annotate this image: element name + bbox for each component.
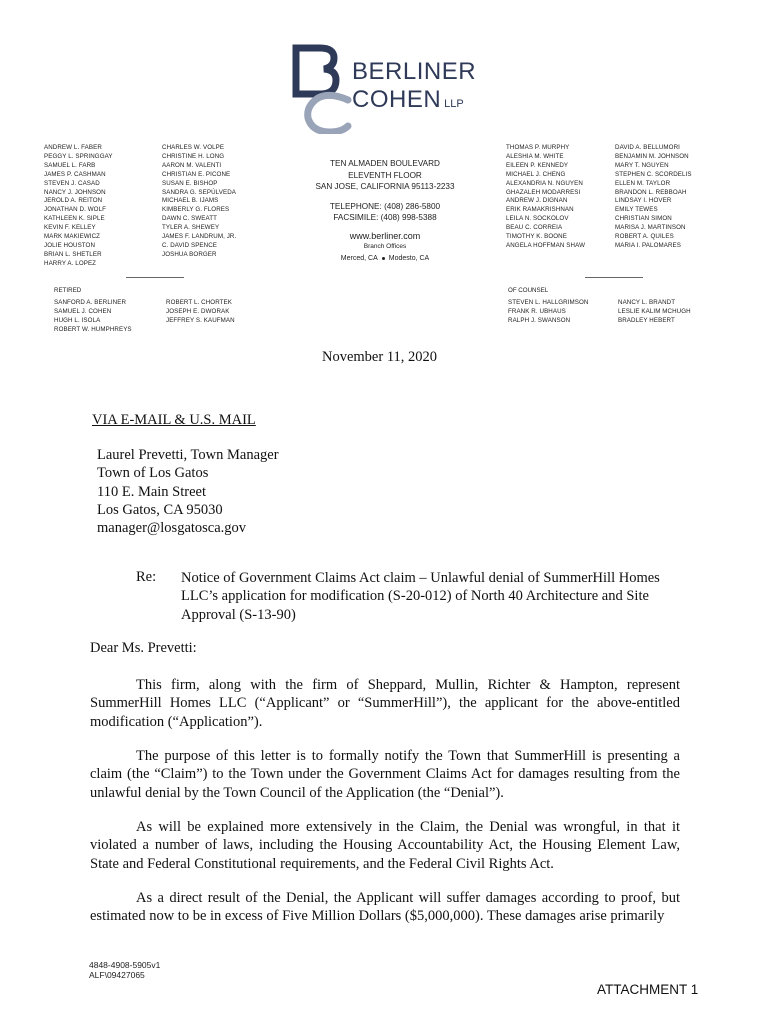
recipient-address	[97, 446, 279, 537]
roster-name: STEPHEN C. SCORDELIS	[615, 170, 692, 178]
roster-name: MARIA I. PALOMARES	[615, 241, 681, 249]
branch-offices-label: Branch Offices	[363, 243, 407, 250]
body-paragraph: This firm, along with the firm of Sheppard, Mullin, Richter & Hampton, represent SummerHill Homes LLC (“Applicant” or “SummerHill”), the applicant for the above-entitled modification (“Application”).	[90, 677, 680, 730]
roster-name: HARRY A. LOPEZ	[44, 259, 97, 267]
roster-name: BRADLEY HEBERT	[618, 316, 675, 324]
attachment-label: ATTACHMENT 1	[597, 982, 699, 997]
address-line: ELEVENTH FLOOR	[348, 170, 422, 180]
roster-name: MARY T. NGUYEN	[615, 161, 669, 169]
body-paragraph: The purpose of this letter is to formally notify the Town that SummerHill is presenting a claim (the “Claim”) to the Town under the Government Claims Act for damages resulting from the unlawful denial by the Town Council of the Application (the “Denial”).	[90, 748, 680, 801]
recipient-line: 110 E. Main Street	[97, 483, 206, 500]
body-paragraph: As a direct result of the Denial, the Applicant will suffer damages according to proof, but estimated now to be in excess of Five Million Dollars ($5,000,000). These damages arise primarily	[90, 890, 680, 925]
address-line: TEN ALMADEN BOULEVARD	[330, 159, 440, 168]
roster-name: TYLER A. SHEWEY	[162, 224, 220, 232]
document-id	[89, 961, 160, 980]
roster-name: MARK MAKIEWICZ	[44, 233, 101, 241]
roster-name: ALEXANDRIA N. NGUYEN	[506, 179, 583, 187]
subject-line: Notice of Government Claims Act claim – Unlawful denial of SummerHill Homes LLC’s application for modification (S-20-012) of North 40 Architecture and Site Approval (S-13-90)	[181, 570, 660, 623]
firm-name-line1: BERLINER	[352, 58, 477, 85]
roster-name: NANCY J. JOHNSON	[44, 188, 106, 196]
roster-name: STEVEN L. HALLGRIMSON	[508, 299, 589, 306]
roster-name: KIMBERLY G. FLORES	[162, 206, 230, 214]
branch-offices	[290, 255, 480, 262]
telephone: TELEPHONE: (408) 286-5800	[329, 201, 441, 211]
roster-name: LESLIE KALIM MCHUGH	[618, 307, 691, 315]
roster-name: LINDSAY I. HOVER	[615, 197, 672, 205]
partners-column-2	[162, 144, 236, 260]
roster-name: JOLIE HOUSTON	[44, 241, 96, 249]
firm-name	[352, 58, 476, 118]
firm-suffix: LLP	[444, 98, 464, 110]
address-line: SAN JOSE, CALIFORNIA 95113-2233	[315, 182, 455, 191]
roster-name: BENJAMIN M. JOHNSON	[615, 152, 689, 160]
roster-name: SAMUEL L. FARB	[44, 161, 96, 169]
roster-name: DAWN C. SWEATT	[162, 215, 218, 223]
roster-name: KEVIN F. KELLEY	[44, 224, 96, 232]
firm-address-block	[290, 158, 480, 262]
roster-name: EILEEN P. KENNEDY	[506, 161, 569, 169]
website-link[interactable]: www.berliner.com	[349, 230, 421, 241]
roster-name: MARISA J. MARTINSON	[615, 224, 686, 232]
re-label: Re:	[136, 569, 157, 585]
roster-name: ERIK RAMAKRISHNAN	[506, 206, 574, 214]
roster-name: JAMES F. LANDRUM, JR.	[162, 233, 237, 241]
divider	[585, 277, 643, 278]
roster-name: PEGGY L. SPRINGGAY	[44, 152, 113, 160]
roster-name: SUSAN E. BISHOP	[162, 179, 218, 187]
roster-name: NANCY L. BRANDT	[618, 299, 676, 306]
roster-name: BEAU C. CORREIA	[506, 224, 563, 232]
roster-name: GHAZALEH MODARRESI	[506, 188, 581, 196]
roster-name: ANDREW L. FABER	[44, 144, 102, 151]
letter-date: November 11, 2020	[322, 349, 438, 365]
document-id-line: 4848-4908-5905v1	[89, 960, 161, 970]
roster-name: RALPH J. SWANSON	[508, 316, 571, 324]
retired-label: RETIRED	[54, 287, 82, 294]
roster-name: ANGELA HOFFMAN SHAW	[506, 241, 586, 249]
of-counsel-column-1	[508, 299, 589, 326]
of-counsel-label: OF COUNSEL	[508, 287, 549, 294]
recipient-email[interactable]: manager@losgatosca.gov	[97, 520, 247, 537]
roster-name: CHRISTINE H. LONG	[162, 152, 225, 160]
roster-name: JEROLD A. REITON	[44, 197, 103, 205]
bullet-icon	[382, 257, 385, 260]
roster-name: THOMAS P. MURPHY	[506, 144, 570, 151]
facsimile: FACSIMILE: (408) 998-5388	[333, 213, 437, 222]
firm-name-line2: COHEN	[352, 86, 442, 113]
roster-name: CHRISTIAN SIMON	[615, 215, 672, 223]
roster-name: CHARLES W. VOLPE	[162, 144, 225, 151]
branch-city: Modesto, CA	[388, 255, 430, 262]
roster-name: HUGH L. ISOLA	[54, 316, 101, 324]
roster-name: ELLEN M. TAYLOR	[615, 179, 671, 187]
recipient-line: Laurel Prevetti, Town Manager	[97, 447, 279, 463]
roster-name: MICHAEL B. IJAMS	[162, 197, 219, 205]
roster-name: JOSHUA BORGER	[162, 250, 217, 258]
roster-name: ROBERT L. CHORTEK	[166, 299, 232, 306]
branch-city: Merced, CA	[340, 255, 378, 262]
roster-name: EMILY TEWES	[615, 206, 658, 214]
roster-name: ALESHIA M. WHITE	[506, 152, 564, 160]
document-id-line: ALF\09427065	[89, 969, 145, 980]
roster-name: JEFFREY S. KAUFMAN	[166, 316, 235, 324]
roster-name: AARON M. VALENTI	[162, 161, 222, 169]
roster-name: C. DAVID SPENCE	[162, 241, 218, 249]
salutation: Dear Ms. Prevetti:	[90, 640, 197, 656]
recipient-line: Los Gatos, CA 95030	[97, 501, 223, 518]
of-counsel-column-2	[618, 299, 691, 326]
roster-name: FRANK R. UBHAUS	[508, 307, 566, 315]
roster-name: BRANDON L. REBBOAH	[615, 188, 687, 196]
roster-name: KATHLEEN K. SIPLE	[44, 215, 105, 223]
roster-name: JONATHAN D. WOLF	[44, 206, 106, 214]
roster-name: TIMOTHY K. BOONE	[506, 233, 567, 241]
roster-name: CHRISTIAN E. PICONE	[162, 170, 231, 178]
roster-name: ROBERT A. QUILES	[615, 233, 674, 241]
delivery-method: VIA E-MAIL & U.S. MAIL	[92, 412, 256, 428]
roster-name: ROBERT W. HUMPHREYS	[54, 325, 132, 333]
roster-name: JOSEPH E. DWORAK	[166, 307, 230, 315]
roster-name: SANFORD A. BERLINER	[54, 299, 127, 306]
partners-column-1	[44, 144, 113, 269]
roster-name: SANDRA G. SEPÚLVEDA	[162, 188, 236, 196]
retired-column-1	[54, 299, 132, 335]
roster-name: BRIAN L. SHETLER	[44, 250, 102, 258]
roster-name: SAMUEL J. COHEN	[54, 307, 112, 315]
roster-name: ANDREW J. DIGNAN	[506, 197, 568, 205]
body-paragraph: As will be explained more extensively in the Claim, the Denial was wrongful, in that it violated a number of laws, including the Housing Accountability Act, the Housing Element Law, State and Federal Constitutional requirements, and the Federal Civil Rights Act.	[90, 819, 680, 872]
partners-column-3	[506, 144, 585, 251]
roster-name: LEILA N. SOCKOLOV	[506, 215, 569, 223]
recipient-line: Town of Los Gatos	[97, 465, 209, 482]
roster-name: JAMES P. CASHMAN	[44, 170, 106, 178]
roster-name: STEVEN J. CASAD	[44, 179, 100, 187]
roster-name: DAVID A. BELLUMORI	[615, 144, 680, 151]
roster-name: MICHAEL J. CHENG	[506, 170, 566, 178]
divider	[126, 277, 184, 278]
partners-column-4	[615, 144, 692, 251]
retired-column-2	[166, 299, 235, 326]
